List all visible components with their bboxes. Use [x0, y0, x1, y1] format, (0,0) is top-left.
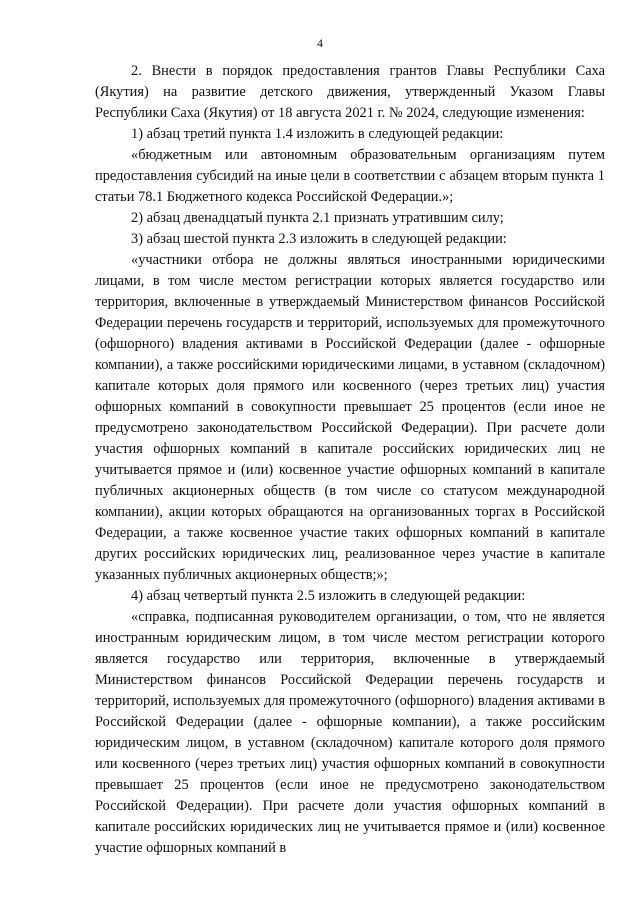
paragraph-item-1-text: «бюджетным или автономным образовательным организациям путем предоставления субсидий на иные цели в соответствии с абзацем вторым пункта 1 статьи 78.1 Бюджетного кодекса Российской Федерации.»; [95, 147, 605, 205]
paragraph-item-4-text: «справка, подписанная руководителем организации, о том, что не является иностранным юридическим лицом, в том числе местом регистрации которого является государство или территория, включенные в утверждаемый Министерством финансов Российской Федерации перечень государств и территорий, используемых для промежуточного (офшорного) владения активами в Российской Федерации (далее - офшорные компании), а также российским юридическим лицом, в уставном (складочном) капитале которого доля прямого или косвенного (через третьих лиц) участия офшорных компаний в совокупности превышает 25 процентов (если иное не предусмотрено законодательством Российской Федерации). При расчете доли участия офшорных компаний в капитале российских юридических лиц не учитывается прямое и (или) косвенное участие офшорных компаний в [95, 609, 605, 856]
paragraph-item-1: 1) абзац третий пункта 1.4 изложить в следующей редакции: [131, 126, 504, 142]
paragraph-item-3-text: «участники отбора не должны являться иностранными юридическими лицами, в том числе местом регистрации которых является государство или территория, включенные в утверждаемый Министерством финансов Российской Федерации перечень государств и территорий, используемых для промежуточного (офшорного) владения активами в Российской Федерации (далее - офшорные компании), а также российскими юридическими лицами, в уставном (складочном) капитале которых доля прямого или косвенного (через третьих лиц) участия офшорных компаний в совокупности превышает 25 процентов (если иное не предусмотрено законодательством Российской Федерации). При расчете доли участия офшорных компаний в капитале российских юридических лиц не учитывается прямое и (или) косвенное участие офшорных компаний в капитале публичных акционерных обществ (в том числе со статусом международной компании), акции которых обращаются на организованных торгах в Российской Федерации, а также косвенное участие таких офшорных компаний в капитале других российских юридических лиц, реализованное через участие в капитале указанных публичных акционерных обществ;»; [95, 252, 605, 583]
page-number: 4 [317, 36, 323, 50]
paragraph-item-2: 2) абзац двенадцатый пункта 2.1 признать утратившим силу; [131, 210, 504, 226]
document-body [95, 61, 605, 859]
paragraph-item-4: 4) абзац четвертый пункта 2.5 изложить в следующей редакции: [131, 588, 526, 604]
paragraph-item-3: 3) абзац шестой пункта 2.3 изложить в следующей редакции: [131, 231, 507, 247]
paragraph-amendment-intro: 2. Внести в порядок предоставления грантов Главы Республики Саха (Якутия) на развитие детского движения, утвержденный Указом Главы Республики Саха (Якутия) от 18 августа 2021 г. № 2024, следующие изменения: [95, 63, 605, 121]
